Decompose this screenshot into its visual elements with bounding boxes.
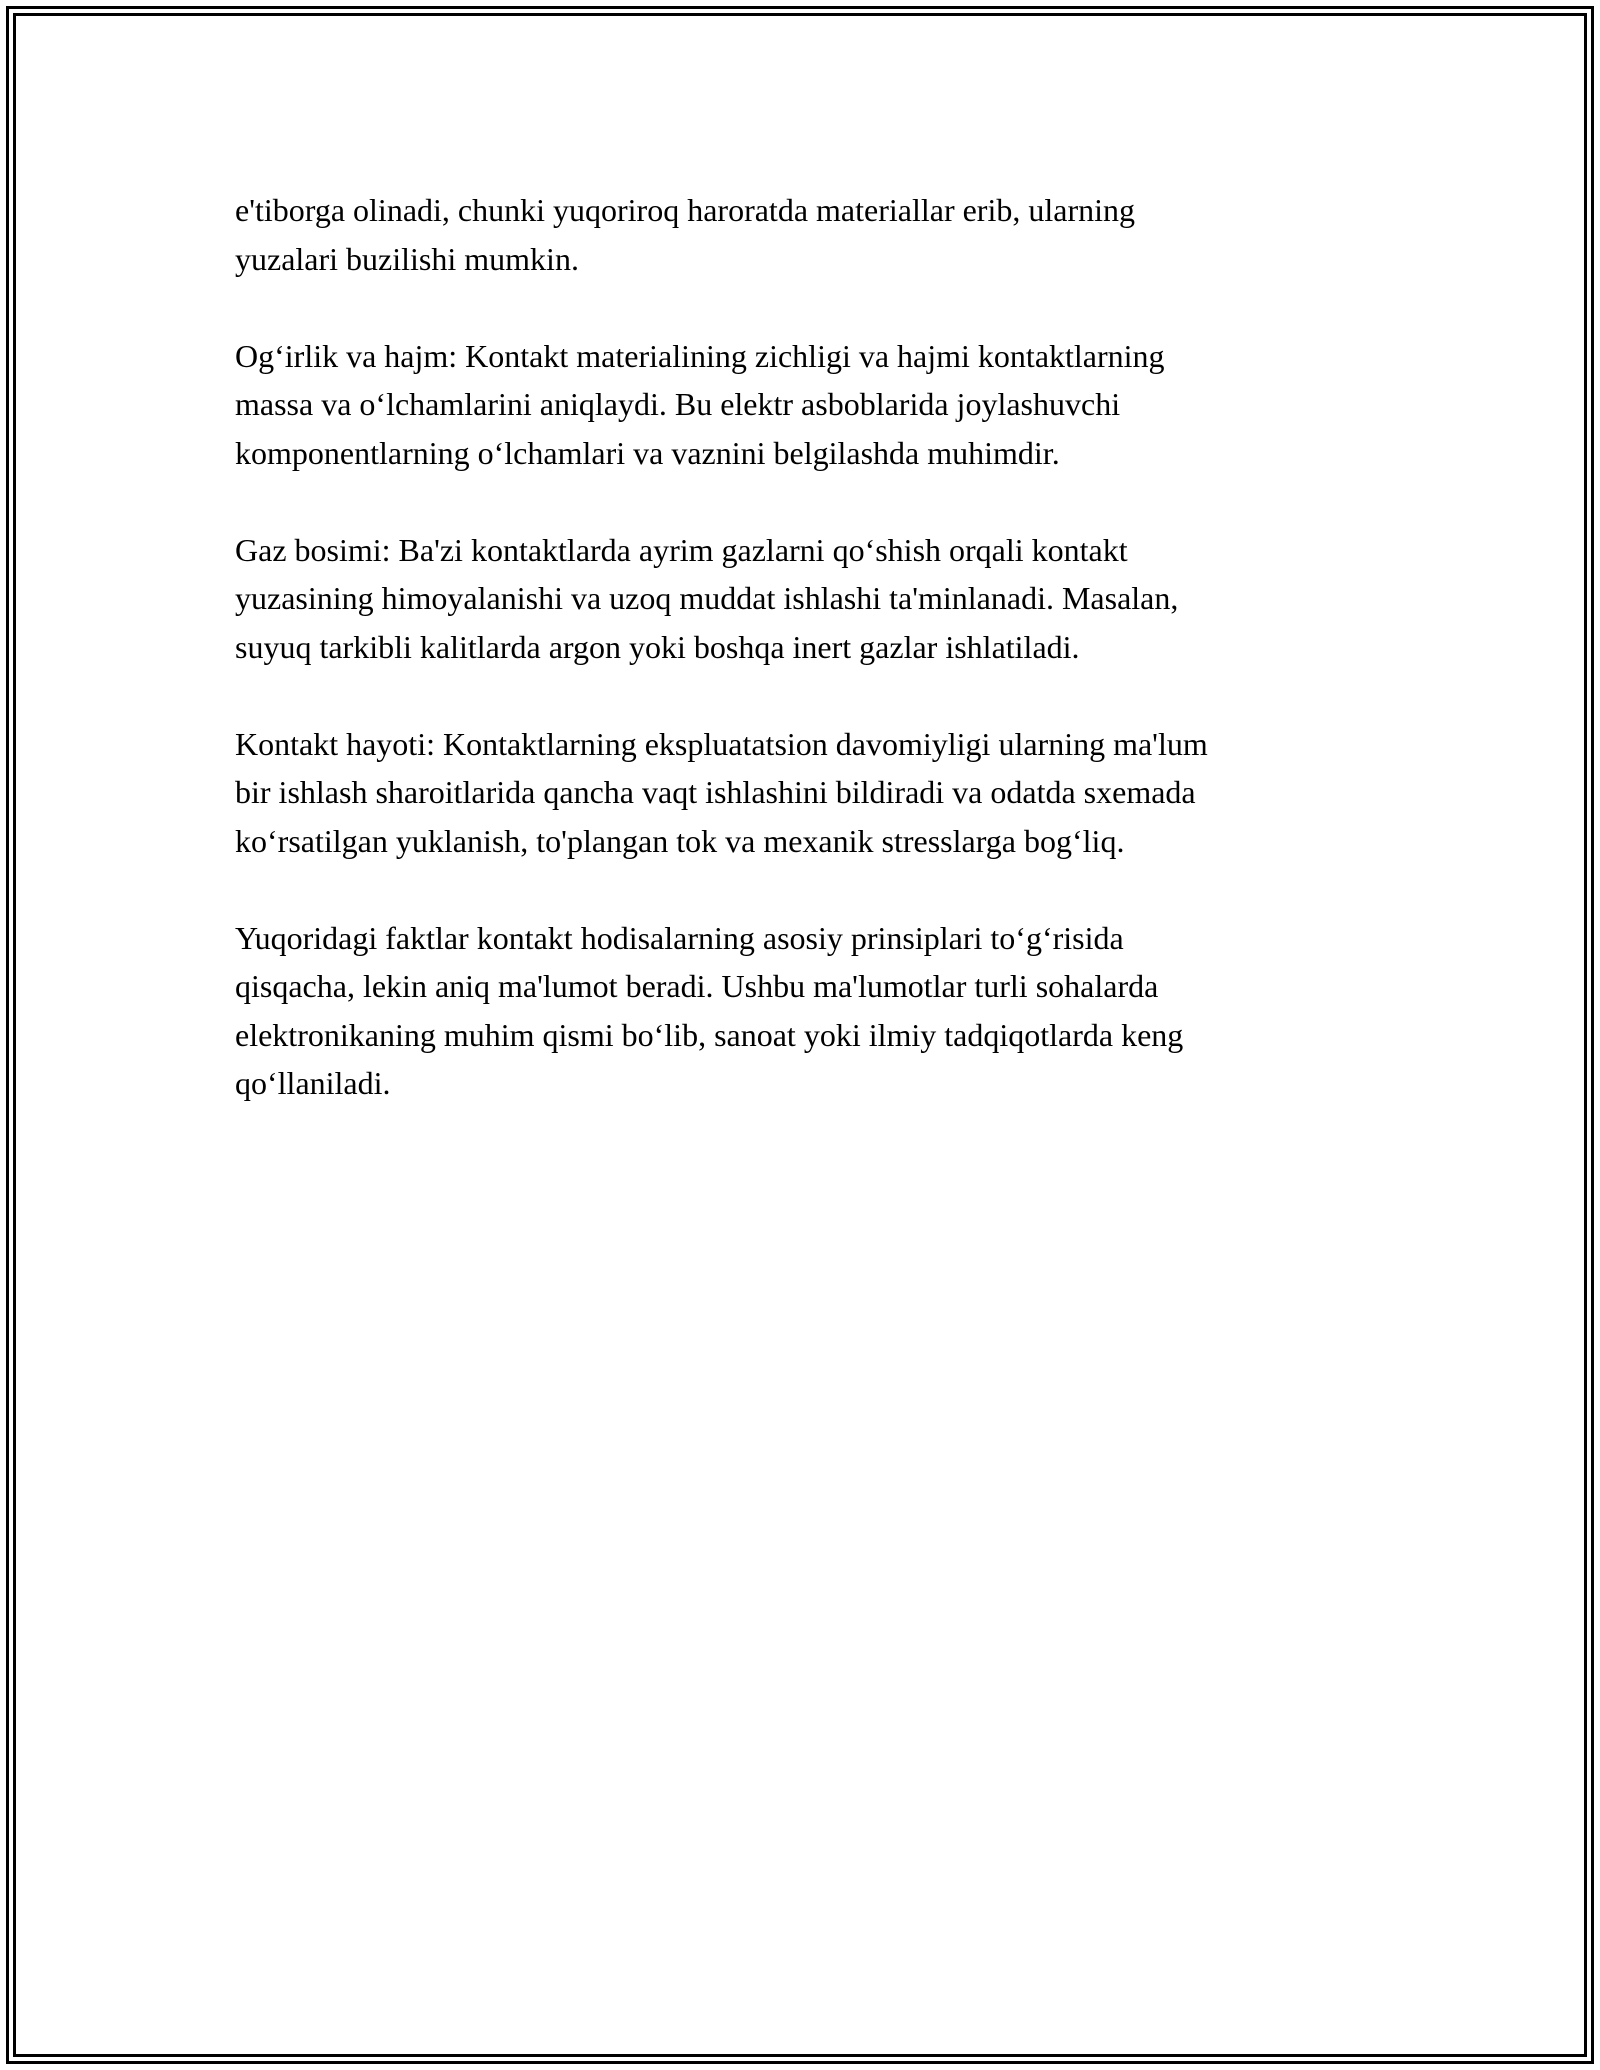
paragraph-contact-life: Kontakt hayoti: Kontaktlarning ekspluatatsion davomiyligi ularning ma'lum bir ishlash sharoitlarida qancha vaqt ishlashini bildiradi va odatda sxemada ko‘rsatilgan yuklanish, to'plangan tok va mexanik stresslarga bog‘liq. xyxy=(235,725,1208,859)
paragraph-conclusion: Yuqoridagi faktlar kontakt hodisalarning asosiy prinsiplari to‘g‘risida qisqacha, lekin aniq ma'lumot beradi. Ushbu ma'lumotlar turli sohalarda elektronikaning muhim qismi bo‘lib, sanoat yoki ilmiy tadqiqotlarda keng qo‘llaniladi. xyxy=(235,919,1184,1101)
paragraph-weight-volume: Og‘irlik va hajm: Kontakt materialining zichligi va hajmi kontaktlarning massa va o‘lchamlarini aniqlaydi. Bu elektr asboblarida joylashuvchi komponentlarning o‘lchamlari va vaznini belgilashda muhimdir. xyxy=(235,337,1165,471)
document-body xyxy=(235,186,1365,1156)
paragraph-continuation: e'tiborga olinadi, chunki yuqoriroq haroratda materiallar erib, ularning yuzalari buzilishi mumkin. xyxy=(235,192,1135,277)
paragraph-gas-pressure: Gaz bosimi: Ba'zi kontaktlarda ayrim gazlarni qo‘shish orqali kontakt yuzasining himoyalanishi va uzoq muddat ishlashi ta'minlanadi. Masalan, suyuq tarkibli kalitlarda argon yoki boshqa inert gazlar ishlatiladi. xyxy=(235,531,1179,665)
